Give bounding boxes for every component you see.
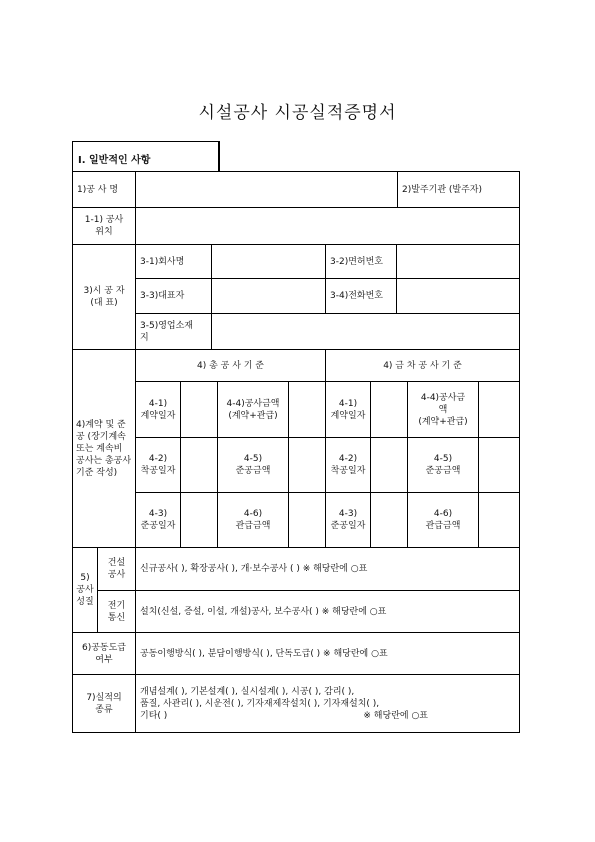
document-title: 시설공사 시공실적증명서 xyxy=(198,103,397,123)
performance-type-label: 7)실적의 종류 xyxy=(72,674,136,733)
completion-date-field[interactable] xyxy=(180,492,218,548)
current-government-amount-field[interactable] xyxy=(478,492,520,548)
current-basis-header: 4) 금 차 공 사 기 준 xyxy=(325,349,520,382)
phone-field[interactable] xyxy=(396,278,520,314)
telecom-label: 전기 통신 xyxy=(97,590,136,633)
current-start-date-field[interactable] xyxy=(370,437,408,493)
construction-options[interactable]: 신규공사( ), 확장공사( ), 개·보수공사 ( ) ※ 해당란에 ○표 xyxy=(135,547,520,591)
office-address-label: 3-5)영업소재 지 xyxy=(135,313,212,350)
ceo-field[interactable] xyxy=(211,278,326,314)
company-name-field[interactable] xyxy=(211,244,326,279)
start-date-label: 4-2) 착공일자 xyxy=(135,437,181,493)
current-completion-date-field[interactable] xyxy=(370,492,408,548)
license-number-field[interactable] xyxy=(396,244,520,279)
location-field[interactable] xyxy=(135,207,520,245)
current-contract-date-field[interactable] xyxy=(370,381,408,438)
contract-amount-label: 4-4)공사금액 (계약+관급) xyxy=(217,381,289,438)
construction-label: 건설 공사 xyxy=(97,547,136,591)
performance-line-1: 개념설계( ), 기본설계( ), 실시설계( ), 시공( ), 감리( ), xyxy=(140,686,355,697)
current-government-amount-label: 4-6) 관급금액 xyxy=(407,492,479,548)
performance-type-options[interactable] xyxy=(135,674,520,733)
contract-date-label: 4-1) 계약일자 xyxy=(135,381,181,438)
license-number-label: 3-2)면허번호 xyxy=(325,244,397,279)
ceo-label: 3-3)대표자 xyxy=(135,278,212,314)
joint-contract-options[interactable]: 공동이행방식( ), 분담이행방식( ), 단독도급( ) ※ 해당란에 ○표 xyxy=(135,632,520,675)
completion-amount-label: 4-5) 준공금액 xyxy=(217,437,289,493)
government-amount-field[interactable] xyxy=(288,492,326,548)
current-contract-amount-label: 4-4)공사금 액 (계약+관급) xyxy=(407,381,479,438)
client-label: 2)발주기관 (발주자) xyxy=(397,171,520,208)
current-completion-amount-field[interactable] xyxy=(478,437,520,493)
current-contract-date-label: 4-1) 계약일자 xyxy=(325,381,371,438)
section-heading: Ⅰ. 일반적인 사항 xyxy=(72,141,220,171)
project-name-label: 1)공 사 명 xyxy=(72,171,136,208)
contract-label: 4)계약 및 준공 (장기계속 또는 계속비 공사는 총공사 기준 작성) xyxy=(72,349,136,548)
completion-date-label: 4-3) 준공일자 xyxy=(135,492,181,548)
current-completion-amount-label: 4-5) 준공금액 xyxy=(407,437,479,493)
contract-amount-field[interactable] xyxy=(288,381,326,438)
office-address-field[interactable] xyxy=(211,313,520,350)
telecom-options[interactable]: 설치(신설, 증설, 이설, 개설)공사, 보수공사( ) ※ 해당란에 ○표 xyxy=(135,590,520,633)
performance-line-2: 품질, 사관리( ), 시운전( ), 기자재제작설치( ), 기자재설치( ), xyxy=(140,698,380,709)
joint-contract-label: 6)공동도급 여부 xyxy=(72,632,136,675)
performance-line-3: 기타( ) ※ 해당란에 ○표 xyxy=(140,710,428,721)
total-basis-header: 4) 총 공 사 기 준 xyxy=(135,349,326,382)
contractor-label: 3)시 공 자 (대 표) xyxy=(72,244,136,350)
company-name-label: 3-1)회사명 xyxy=(135,244,212,279)
current-start-date-label: 4-2) 착공일자 xyxy=(325,437,371,493)
location-label: 1-1) 공사 위치 xyxy=(72,207,136,245)
contract-date-field[interactable] xyxy=(180,381,218,438)
current-contract-amount-field[interactable] xyxy=(478,381,520,438)
phone-label: 3-4)전화번호 xyxy=(325,278,397,314)
start-date-field[interactable] xyxy=(180,437,218,493)
nature-label: 5) 공사 성질 xyxy=(72,547,98,633)
current-completion-date-label: 4-3) 준공일자 xyxy=(325,492,371,548)
completion-amount-field[interactable] xyxy=(288,437,326,493)
project-name-field[interactable] xyxy=(135,171,398,208)
government-amount-label: 4-6) 관급금액 xyxy=(217,492,289,548)
